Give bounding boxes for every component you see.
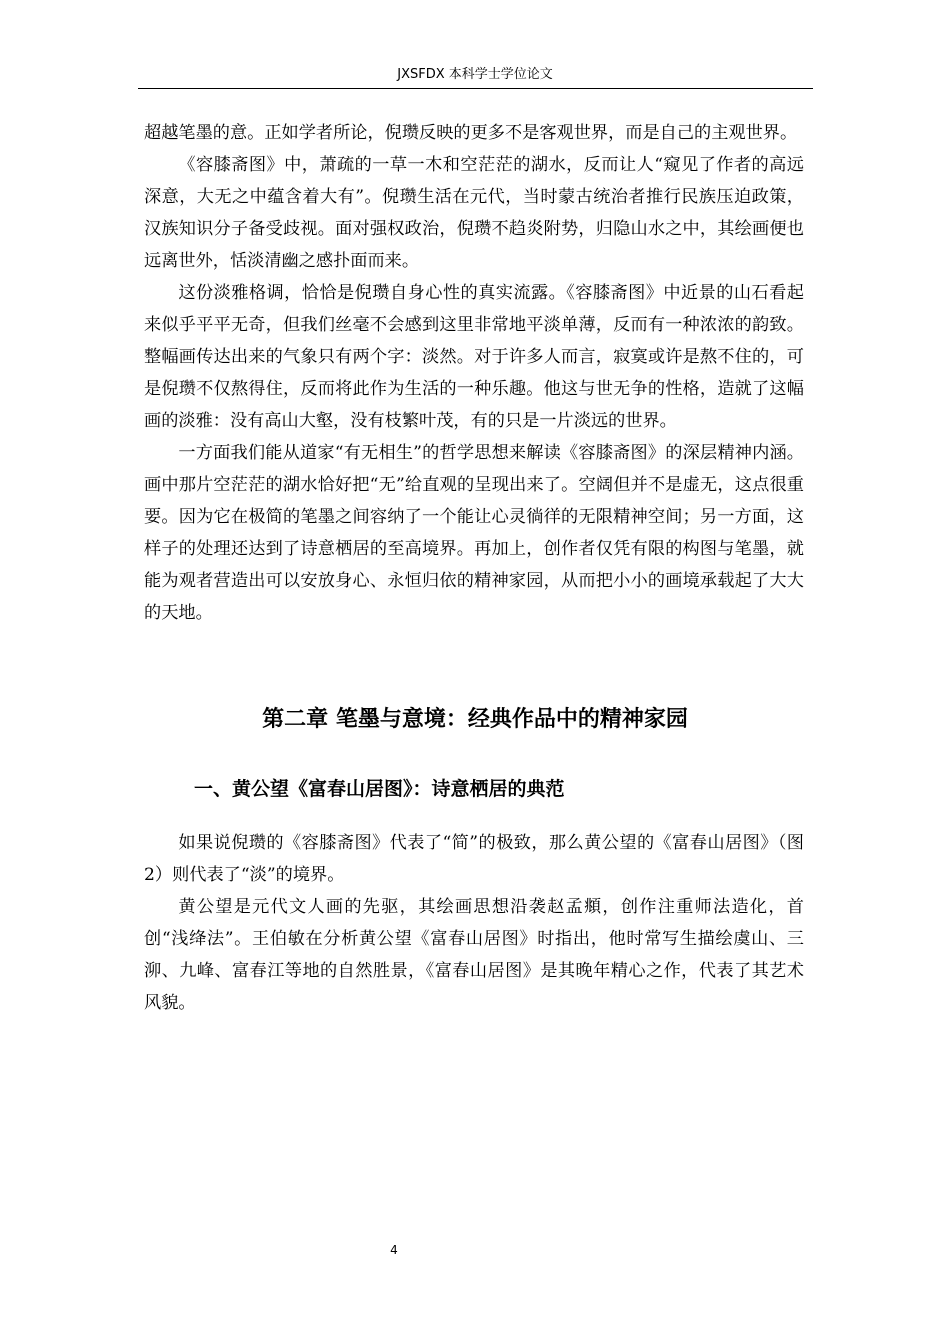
paragraph: 一方面我们能从道家“有无相生”的哲学思想来解读《容膝斋图》的深层精神内涵。画中那片空茫茫的湖水恰好把“无”给直观的呈现出来了。空阔但并不是虚无，这点很重要。因为它在极简的笔墨之间容纳了一个能让心灵徜徉的无限精神空间；另一方面，这样子的处理还达到了诗意栖居的至高境界。再加上，创作者仅凭有限的构图与笔墨，就能为观者营造出可以安放身心、永恒归依的精神家园，从而把小小的画境承载起了大大的天地。 [144,443,804,623]
body-text-block-bottom [144,827,804,1019]
paragraph: 这份淡雅格调，恰恰是倪瓒自身心性的真实流露。《容膝斋图》中近景的山石看起来似乎平平无奇，但我们丝毫不会感到这里非常地平淡单薄，反而有一种浓浓的韵致。整幅画传达出来的气象只有两个字：淡然。对于许多人而言，寂寞或许是熬不住的，可是倪瓒不仅熬得住，反而将此作为生活的一种乐趣。他这与世无争的性格，造就了这幅画的淡雅：没有高山大壑，没有枝繁叶茂，有的只是一片淡远的世界。 [144,283,804,431]
page-number: 4 [390,1243,398,1257]
paragraph: 黄公望是元代文人画的先驱，其绘画思想沿袭赵孟頫，创作注重师法造化，首创“浅绛法”。王伯敏在分析黄公望《富春山居图》时指出，他时常写生描绘虞山、三泖、九峰、富春江等地的自然胜景，《富春山居图》是其晚年精心之作，代表了其艺术风貌。 [144,897,804,1013]
section-heading: 一、黄公望《富春山居图》：诗意栖居的典范 [194,778,565,800]
paragraph: 《容膝斋图》中，萧疏的一草一木和空茫茫的湖水，反而让人“窥见了作者的高远深意，大无之中蕴含着大有”。倪瓒生活在元代，当时蒙古统治者推行民族压迫政策，汉族知识分子备受歧视。面对强权政治，倪瓒不趋炎附势，归隐山水之中，其绘画便也远离世外，恬淡清幽之感扑面而来。 [144,155,804,271]
paragraph: 如果说倪瓒的《容膝斋图》代表了“简”的极致，那么黄公望的《富春山居图》（图2）则代表了“淡”的境界。 [144,833,804,885]
running-header: JXSFDX 本科学士学位论文 [397,67,553,82]
paragraph-continuation: 超越笔墨的意。正如学者所论，倪瓒反映的更多不是客观世界，而是自己的主观世界。 [144,123,798,143]
header-divider [138,88,813,89]
body-text-block-top [144,117,804,629]
chapter-heading: 第二章 笔墨与意境：经典作品中的精神家园 [262,707,688,732]
